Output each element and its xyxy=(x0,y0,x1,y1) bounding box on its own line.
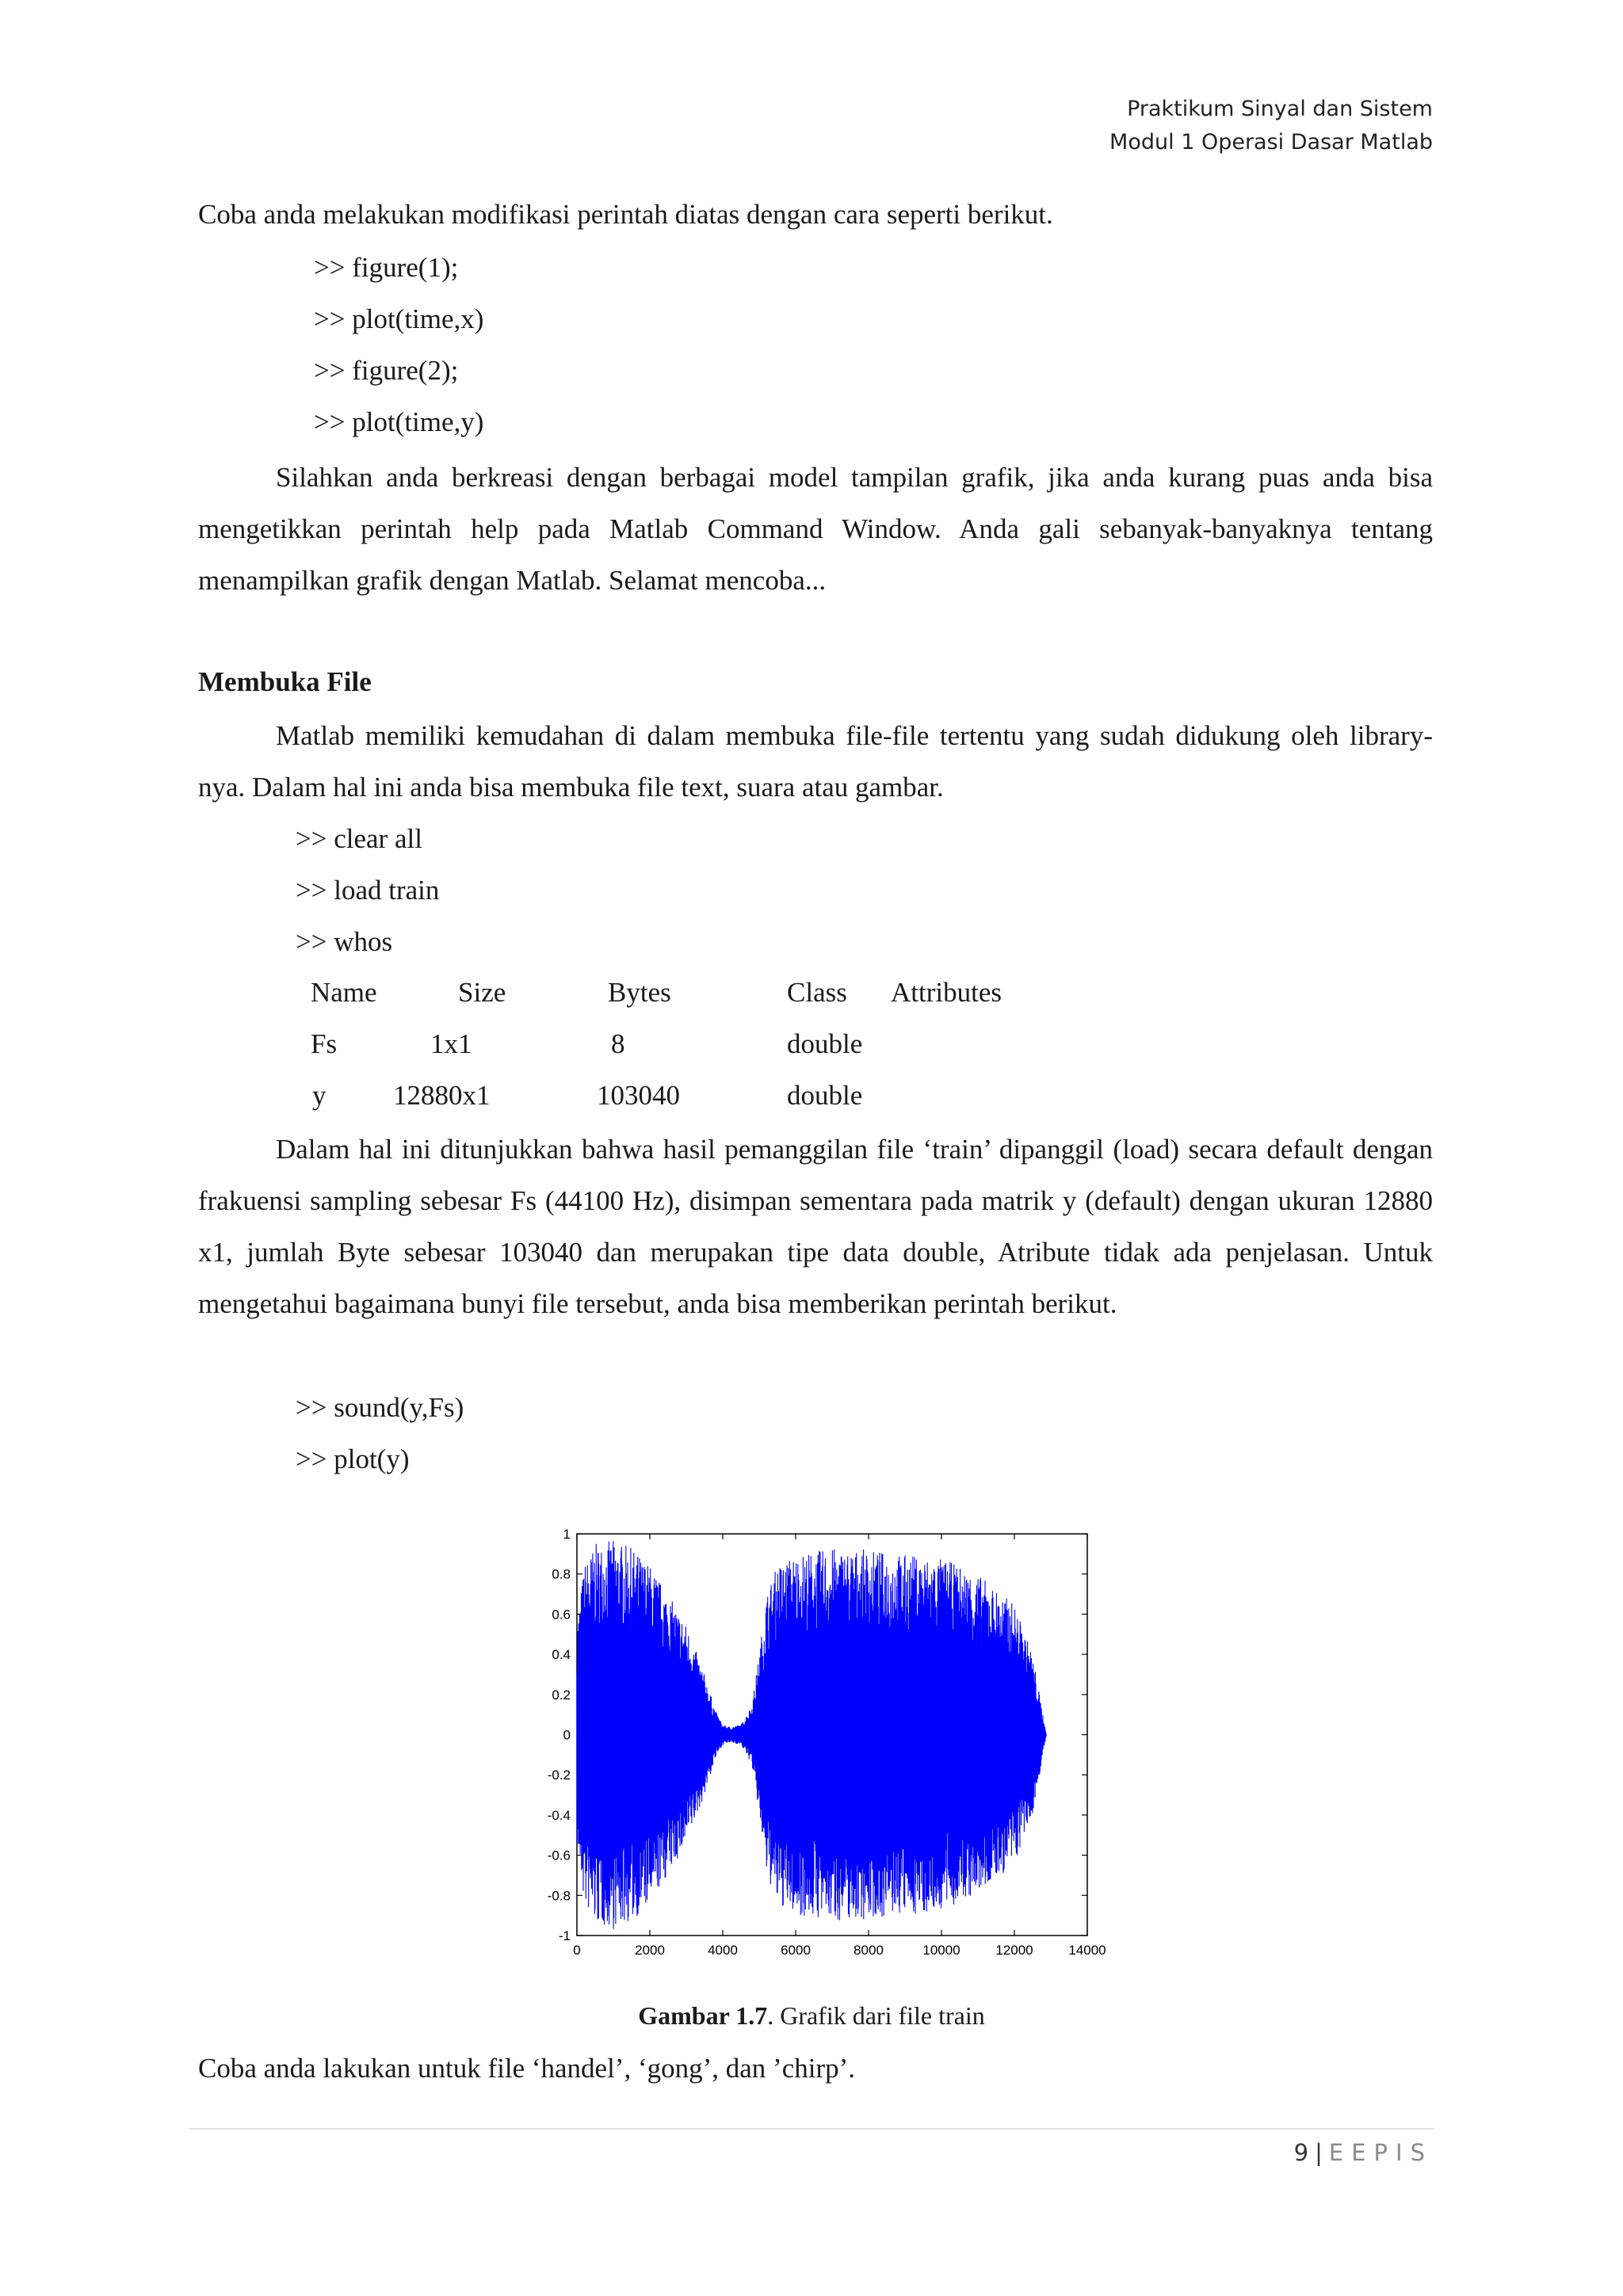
intro-text: Coba anda melakukan modifikasi perintah diatas dengan cara seperti berikut. xyxy=(198,199,1053,230)
table-cell: 103040 xyxy=(597,1080,680,1111)
y-tick-label: -1 xyxy=(558,1928,571,1943)
y-tick-label: 0.4 xyxy=(552,1647,571,1663)
paragraph-text: Silahkan anda berkreasi dengan berbagai model tampilan grafik, jika anda kurang puas anda bisa mengetikkan perintah help pada Matlab Command Window. Anda gali sebanyak-banyaknya tentang menampilkan grafik dengan Matlab. Selamat mencoba... xyxy=(198,462,1433,596)
section-heading: Membuka File xyxy=(198,666,372,697)
command-line: >> plot(y) xyxy=(296,1444,410,1474)
table-cell: 1x1 xyxy=(430,1028,472,1059)
command-line: >> plot(time,y) xyxy=(314,406,484,437)
table-cell: 8 xyxy=(611,1028,625,1059)
y-tick-label: -0.6 xyxy=(547,1848,571,1863)
table-cell: Fs xyxy=(311,1028,338,1059)
footer-divider xyxy=(189,2128,1434,2130)
table-cell: double xyxy=(787,1080,863,1111)
caption-text: . Grafik dari file train xyxy=(767,2001,985,2030)
closing-text: Coba anda lakukan untuk file ‘handel’, ‘gong’, dan ’chirp’. xyxy=(198,2053,856,2084)
x-tick-label: 0 xyxy=(573,1943,581,1958)
page-footer: 9 | EEPIS xyxy=(1293,2139,1433,2166)
paragraph-text: Dalam hal ini ditunjukkan bahwa hasil pemanggilan file ‘train’ dipanggil (load) secara default dengan frakuensi sampling sebesar Fs (44100 Hz), disimpan sementara pada matrik y (default) dengan ukuran 12880 x1, jumlah Byte sebesar 103040 dan merupakan tipe data double, Atribute tidak ada penjelasan. Untuk mengetahui bagaimana bunyi file tersebut, anda bisa memberikan perintah berikut. xyxy=(198,1134,1433,1319)
command-line: >> figure(1); xyxy=(314,252,459,283)
x-tick-label: 8000 xyxy=(854,1943,884,1958)
header-title: Praktikum Sinyal dan Sistem xyxy=(1127,97,1433,121)
y-tick-label: 0.8 xyxy=(552,1566,571,1582)
table-header-name: Name xyxy=(311,977,377,1008)
command-line: >> load train xyxy=(296,875,440,906)
x-tick-label: 14000 xyxy=(1068,1943,1106,1958)
y-tick-label: 0.2 xyxy=(552,1687,571,1703)
footer-brand: EEPIS xyxy=(1328,2139,1433,2166)
y-tick-label: -0.2 xyxy=(547,1768,571,1783)
command-line: >> sound(y,Fs) xyxy=(296,1392,464,1423)
y-tick-label: 1 xyxy=(563,1527,571,1542)
y-tick-label: 0 xyxy=(563,1727,571,1743)
paragraph-text: Matlab memiliki kemudahan di dalam membuka file-file tertentu yang sudah didukung oleh library-nya. Dalam hal ini anda bisa membuka file text, suara atau gambar. xyxy=(198,720,1433,803)
x-tick-label: 4000 xyxy=(708,1943,738,1958)
command-line: >> whos xyxy=(296,926,393,957)
table-cell: double xyxy=(787,1028,863,1059)
header-subtitle: Modul 1 Operasi Dasar Matlab xyxy=(1109,130,1433,154)
x-tick-label: 10000 xyxy=(922,1943,960,1958)
command-line: >> plot(time,x) xyxy=(314,303,484,334)
x-tick-label: 12000 xyxy=(995,1943,1033,1958)
table-cell: y xyxy=(312,1080,327,1111)
caption-label: Gambar 1.7 xyxy=(638,2001,768,2030)
table-header-class: Class xyxy=(787,977,847,1008)
page-number: 9 xyxy=(1293,2139,1309,2166)
y-tick-label: -0.8 xyxy=(547,1888,571,1904)
table-header-size: Size xyxy=(458,977,506,1008)
command-line: >> figure(2); xyxy=(314,355,459,386)
x-tick-label: 2000 xyxy=(635,1943,665,1958)
table-header-bytes: Bytes xyxy=(608,977,671,1008)
table-cell: 12880x1 xyxy=(393,1080,491,1111)
x-tick-label: 6000 xyxy=(781,1943,811,1958)
figure-caption xyxy=(0,2001,1623,2031)
command-line: >> clear all xyxy=(296,823,422,854)
y-tick-label: 0.6 xyxy=(552,1607,571,1623)
y-tick-label: -0.4 xyxy=(547,1807,571,1823)
table-header-attributes: Attributes xyxy=(891,977,1002,1008)
signal-line xyxy=(577,1541,1046,1928)
